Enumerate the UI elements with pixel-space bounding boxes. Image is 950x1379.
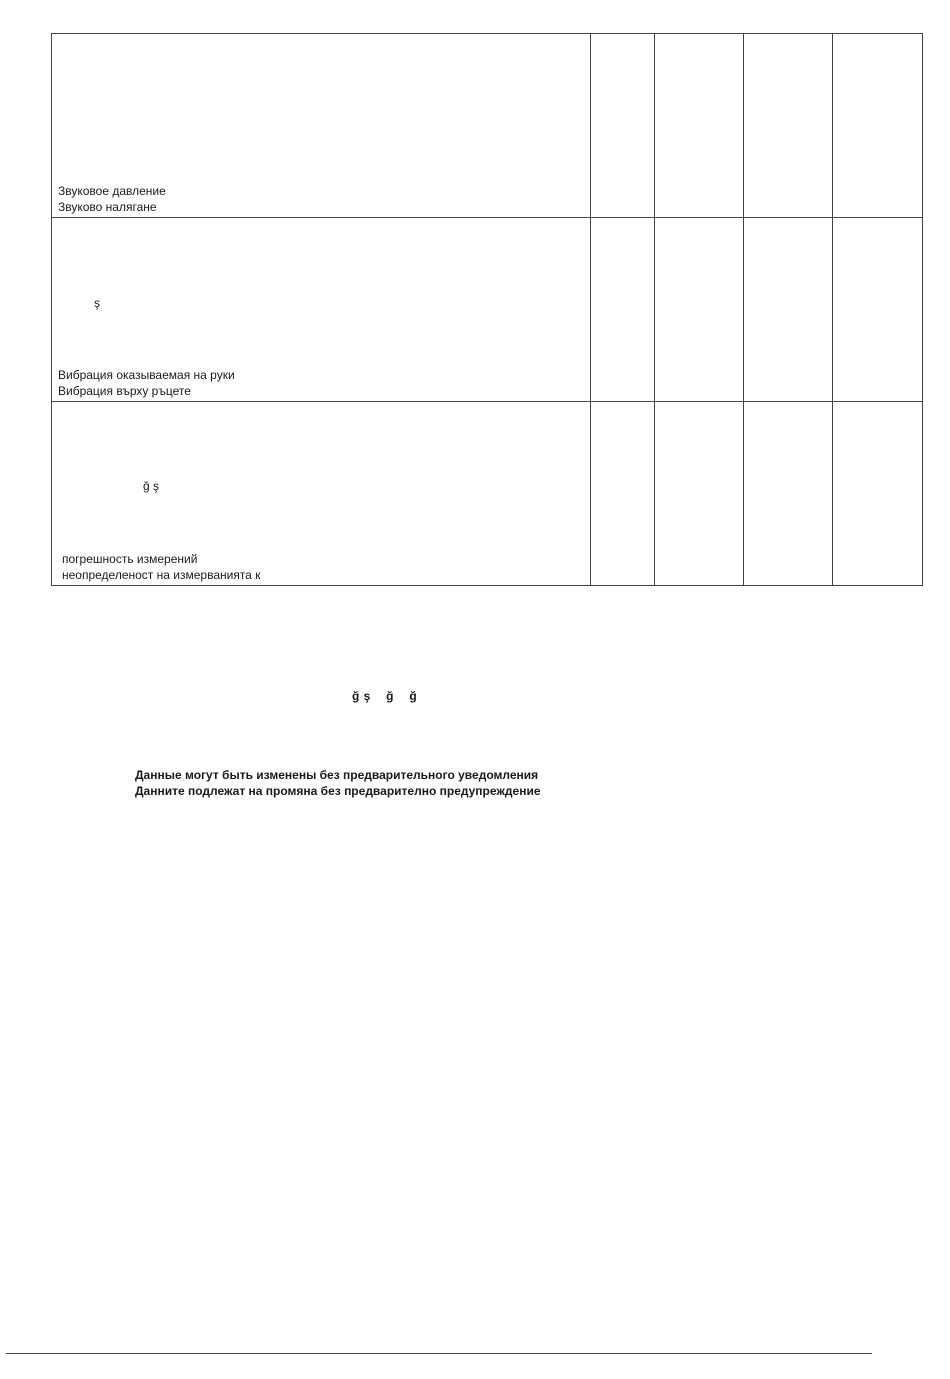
value-cell <box>833 402 923 586</box>
label-bulgarian: неопределеност на измерванията к <box>62 567 261 582</box>
vibration-symbol: ş <box>94 296 100 310</box>
uncertainty-label <box>62 552 260 583</box>
notice-russian: Данные могут быть изменены без предварительного уведомления <box>135 768 539 782</box>
sound-pressure-label <box>58 184 166 215</box>
table-row-sound-pressure <box>52 34 923 218</box>
value-cell <box>591 402 655 586</box>
value-cell <box>744 402 833 586</box>
value-cell <box>655 402 744 586</box>
row-label-cell <box>52 218 591 402</box>
value-cell <box>591 218 655 402</box>
label-russian: Звуковое давление <box>58 184 166 198</box>
footer-divider <box>6 1353 872 1354</box>
row-label-cell <box>52 402 591 586</box>
label-russian: Вибрация оказываемая на руки <box>58 368 235 382</box>
row-label-cell <box>52 34 591 218</box>
value-cell <box>833 218 923 402</box>
notice-bulgarian: Данните подлежат на промяна без предварително предупреждение <box>135 784 541 798</box>
uncertainty-symbol: ğ ş <box>143 479 160 493</box>
specifications-table <box>51 33 923 586</box>
value-cell <box>744 218 833 402</box>
hand-vibration-label <box>58 368 235 399</box>
value-cell <box>591 34 655 218</box>
label-bulgarian: Вибрация върху ръцете <box>58 383 191 398</box>
change-notice <box>135 767 541 799</box>
table-row-hand-vibration <box>52 218 923 402</box>
value-cell <box>744 34 833 218</box>
table-row-measurement-uncertainty <box>52 402 923 586</box>
value-cell <box>833 34 923 218</box>
label-bulgarian: Звуково налягане <box>58 199 157 214</box>
value-cell <box>655 218 744 402</box>
symbol-line: ğ ş ğ ğ <box>352 689 418 703</box>
label-russian: погрешность измерений <box>62 552 198 566</box>
value-cell <box>655 34 744 218</box>
